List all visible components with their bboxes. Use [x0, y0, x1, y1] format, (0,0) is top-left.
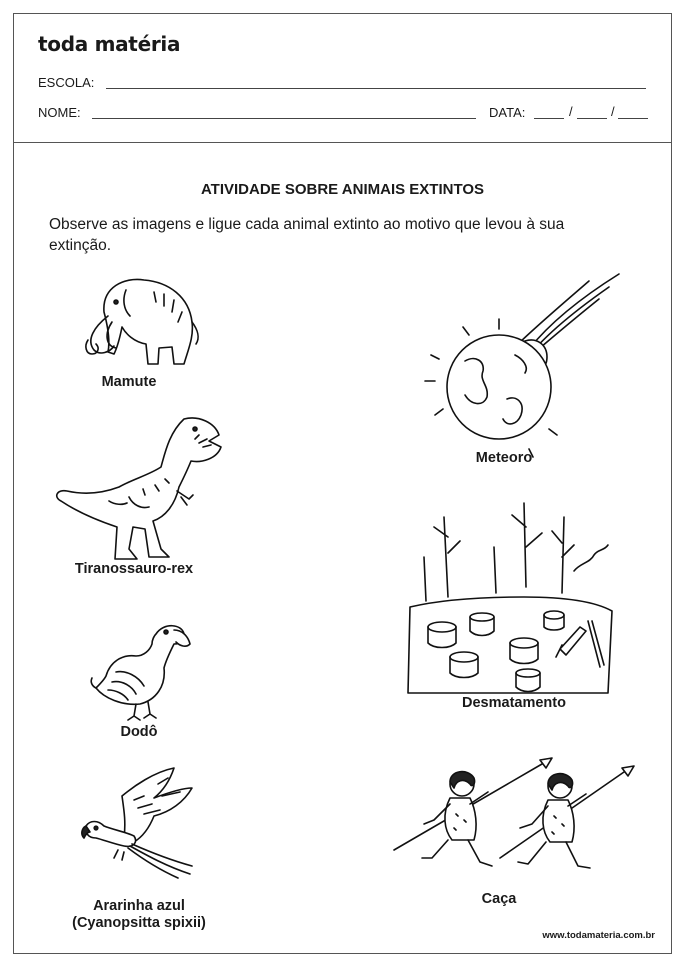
- school-field[interactable]: [106, 88, 646, 89]
- footer-url[interactable]: www.todamateria.com.br: [542, 930, 655, 941]
- animal-label-macaw-common: Ararinha azul: [93, 898, 185, 914]
- name-label: NOME:: [38, 105, 81, 120]
- animal-label-mammoth: Mamute: [101, 374, 157, 390]
- worksheet: [13, 13, 672, 954]
- activity-instructions: Observe as imagens e ligue cada animal extinto ao motivo que levou à sua extinção.: [49, 216, 565, 254]
- activity-title: ATIVIDADE SOBRE ANIMAIS EXTINTOS: [200, 181, 485, 198]
- header-divider: [14, 142, 671, 143]
- animal-label-dodo: Dodô: [120, 724, 158, 740]
- meteor-icon: [429, 269, 629, 464]
- date-month-field[interactable]: [577, 118, 607, 119]
- animal-label-trex: Tiranossauro-rex: [74, 561, 194, 577]
- date-day-field[interactable]: [534, 118, 564, 119]
- date-separator: /: [611, 104, 615, 119]
- animal-label-macaw: [54, 898, 224, 932]
- deforestation-icon: [404, 497, 614, 702]
- date-separator: /: [569, 104, 573, 119]
- animal-label-macaw-scientific: (Cyanopsitta spixii): [72, 915, 206, 931]
- date-year-field[interactable]: [618, 118, 648, 119]
- date-label: DATA:: [489, 105, 526, 120]
- cause-label-hunting: Caça: [481, 891, 517, 907]
- macaw-icon: [74, 766, 204, 891]
- hunters-icon: [392, 754, 632, 899]
- mammoth-icon: [64, 272, 204, 377]
- cause-label-meteor: Meteoro: [475, 450, 533, 466]
- brand-logo: toda matéria: [38, 32, 181, 56]
- name-field[interactable]: [92, 118, 476, 119]
- trex-icon: [49, 409, 229, 574]
- school-label: ESCOLA:: [38, 75, 95, 90]
- cause-label-deforestation: Desmatamento: [462, 695, 566, 711]
- dodo-icon: [86, 614, 196, 729]
